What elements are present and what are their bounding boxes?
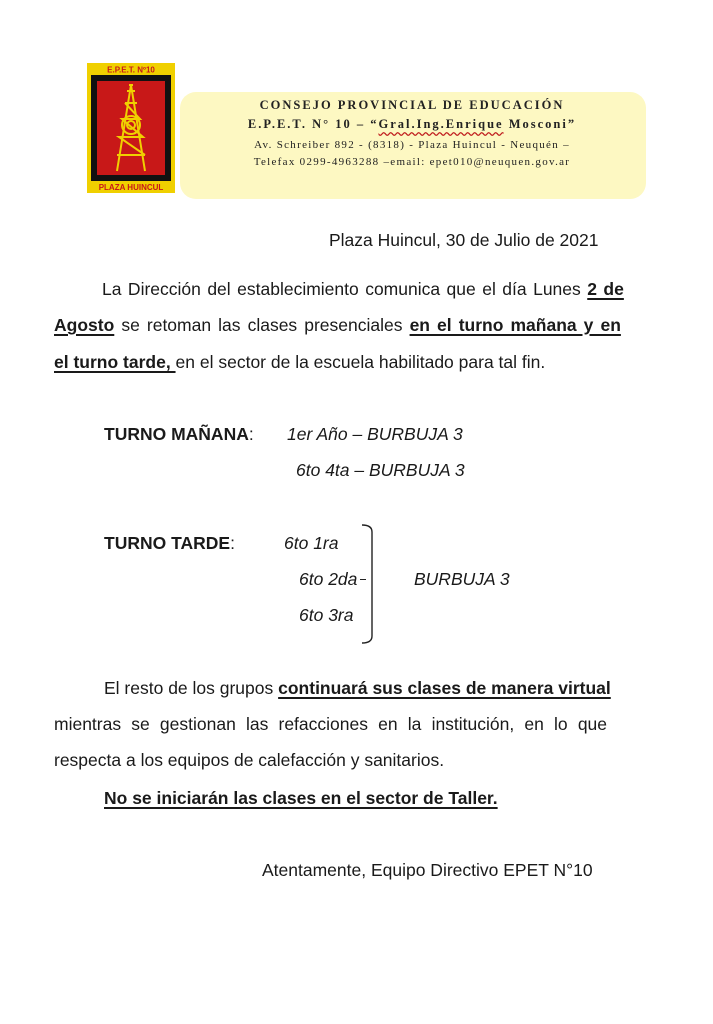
school-name: E.P.E.T. N° 10 – “Gral.Ing.Enrique Mosconi” [247, 117, 577, 131]
para2-line1: El resto de los grupos continuará sus clases de manera virtual [104, 678, 611, 698]
para2-line2: mientras se gestionan las refacciones en la institución, en lo que [54, 714, 608, 734]
turno-manana-item: 1er Año – BURBUJA 3 [287, 424, 463, 444]
group-bracket [360, 524, 374, 644]
turno-tarde-item: 6to 1ra [284, 533, 339, 553]
turno-tarde-item: 6to 2da [299, 569, 358, 589]
institution-name: CONSEJO PROVINCIAL DE EDUCACIÓN [259, 98, 565, 112]
para2-line3: respecta a los equipos de calefacción y sanitarios. [54, 750, 445, 770]
school-contact: Telefax 0299-4963288 –email: epet010@neuquen.gov.ar [253, 156, 571, 168]
turno-manana-label: TURNO MAÑANA: [104, 424, 254, 444]
svg-text:PLAZA HUINCUL: PLAZA HUINCUL [98, 183, 164, 192]
bracket-tick [360, 579, 366, 580]
taller-notice: No se iniciarán las clases en el sector de Taller. [104, 788, 498, 808]
svg-text:E.P.E.T. Nº10: E.P.E.T. Nº10 [107, 65, 155, 75]
school-logo [87, 63, 175, 193]
turno-manana-item: 6to 4ta – BURBUJA 3 [296, 460, 465, 480]
turno-tarde-label: TURNO TARDE: [104, 533, 235, 553]
para1-line2: Agosto se retoman las clases presenciales en el turno mañana y en [54, 315, 621, 335]
para1-line3: el turno tarde, en el sector de la escuela habilitado para tal fin. [54, 352, 546, 372]
school-address: Av. Schreiber 892 - (8318) - Plaza Huincul - Neuquén – [254, 139, 570, 151]
para1-line1: La Dirección del establecimiento comunica que el día Lunes 2 de [102, 279, 624, 299]
turno-tarde-item: 6to 3ra [299, 605, 354, 625]
date-line: Plaza Huincul, 30 de Julio de 2021 [329, 230, 599, 250]
turno-tarde-group: BURBUJA 3 [414, 569, 510, 589]
signature: Atentamente, Equipo Directivo EPET N°10 [262, 860, 593, 880]
